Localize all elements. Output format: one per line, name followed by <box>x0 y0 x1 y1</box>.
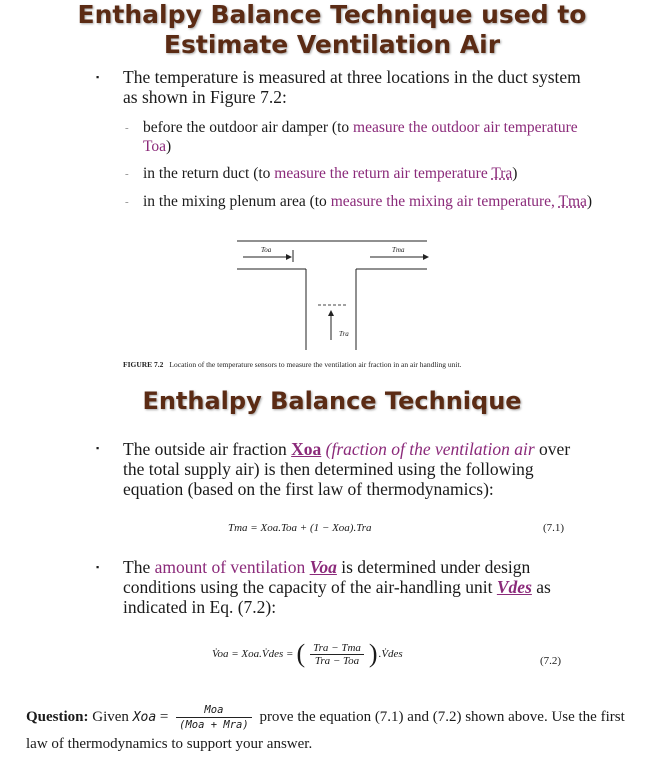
paren-right: ) <box>368 639 378 668</box>
fraction-numerator: Tra − Tma <box>310 642 364 655</box>
dash-marker: - <box>125 122 129 134</box>
equation-7-2-number: (7.2) <box>540 655 562 667</box>
voa-term: Voa <box>309 557 337 577</box>
paragraph-text: The outside air fraction <box>123 439 292 459</box>
paren-left: ( <box>296 639 306 668</box>
figure-caption-number: FIGURE 7.2 <box>123 360 164 369</box>
equation-7-1: Tma = Xoa.Toa + (1 − Xoa).Tra <box>228 522 372 534</box>
xoa-term: Xoa <box>291 439 322 459</box>
question-label: Question: <box>26 708 89 725</box>
duct-diagram <box>0 232 664 362</box>
sub-item-underlined: Tra <box>491 165 513 182</box>
equation-rhs: .V̇des <box>378 648 403 660</box>
paragraph-italic: (fraction of the ventilation air <box>321 439 535 459</box>
sub-item-underlined: Tma <box>558 193 587 210</box>
paragraph-text: as indicated in Eq. (7.2): <box>123 577 551 617</box>
fraction-denominator: Tra − Toa <box>314 654 360 667</box>
question-text: prove the equation (7.1) and (7.2) shown above. Use the first law of thermodynamics to support your answer. <box>26 708 625 752</box>
paragraph-text: is determined under design conditions using the capacity of the air-handling unit <box>123 557 531 597</box>
equation-7-1-number: (7.1) <box>543 522 565 534</box>
figure-caption-text: Location of the temperature sensors to measure the ventilation air fraction in an air handling unit. <box>169 360 462 369</box>
arrow-head-icon <box>328 310 334 316</box>
bullet-marker: ▪ <box>96 562 100 572</box>
equation-fraction <box>310 642 364 667</box>
sub-item-text: ) <box>586 193 593 210</box>
main-title-line1: Enthalpy Balance Technique used to <box>77 0 587 29</box>
label-toa: Toa <box>261 246 272 254</box>
fraction-denominator: (Moa + Mra) <box>179 719 249 731</box>
question-fraction <box>176 703 252 732</box>
vdes-term: Vdes <box>496 577 532 597</box>
sub-item-text: ) <box>166 138 172 155</box>
dash-marker: - <box>125 196 129 208</box>
section-title: Enthalpy Balance Technique <box>142 387 522 415</box>
main-title-line2: Estimate Ventilation Air <box>163 30 501 59</box>
sub-item-text: before the outdoor air damper (to <box>143 119 354 136</box>
sub-item-text: in the return duct (to <box>143 165 275 182</box>
bullet-marker: ▪ <box>96 72 100 82</box>
label-tra: Tra <box>339 330 349 338</box>
question-text: Given <box>88 708 133 725</box>
sub-item-text: in the mixing plenum area (to <box>143 193 331 210</box>
question-paragraph <box>26 703 638 757</box>
fraction-numerator: Moa <box>176 703 252 718</box>
outside-air-fraction-paragraph <box>123 439 593 499</box>
bullet-marker: ▪ <box>96 443 100 453</box>
paragraph-text: over the total supply air) is then determined using the following equation (based on the first law of thermodynamics): <box>123 439 571 499</box>
paragraph-highlight: amount of ventilation <box>154 557 310 577</box>
arrow-head-icon <box>286 254 292 260</box>
question-equals: = <box>156 708 173 725</box>
paragraph-text: The <box>123 557 155 577</box>
sub-item-return <box>143 164 593 183</box>
intro-paragraph: The temperature is measured at three locations in the duct system as shown in Figure 7.2: <box>123 67 581 107</box>
ventilation-amount-paragraph <box>123 557 593 617</box>
equation-lhs: V̇oa = Xoa.V̇des = <box>212 648 294 660</box>
question-xoa: Xoa <box>132 709 157 725</box>
dash-marker: - <box>125 168 129 180</box>
label-tma: Tma <box>392 246 405 254</box>
equation-7-2 <box>212 639 403 669</box>
sub-item-text: ) <box>512 165 518 182</box>
figure-caption <box>123 360 461 369</box>
main-title <box>0 0 664 60</box>
sub-item-highlight: measure the return air temperature <box>274 165 492 182</box>
sub-item-outdoor <box>143 118 593 156</box>
sub-item-highlight: measure the mixing air temperature, <box>330 193 559 210</box>
sub-item-highlight: measure the outdoor air temperature Toa <box>143 119 578 155</box>
arrow-head-icon <box>423 254 429 260</box>
sub-item-mixing <box>143 192 593 211</box>
